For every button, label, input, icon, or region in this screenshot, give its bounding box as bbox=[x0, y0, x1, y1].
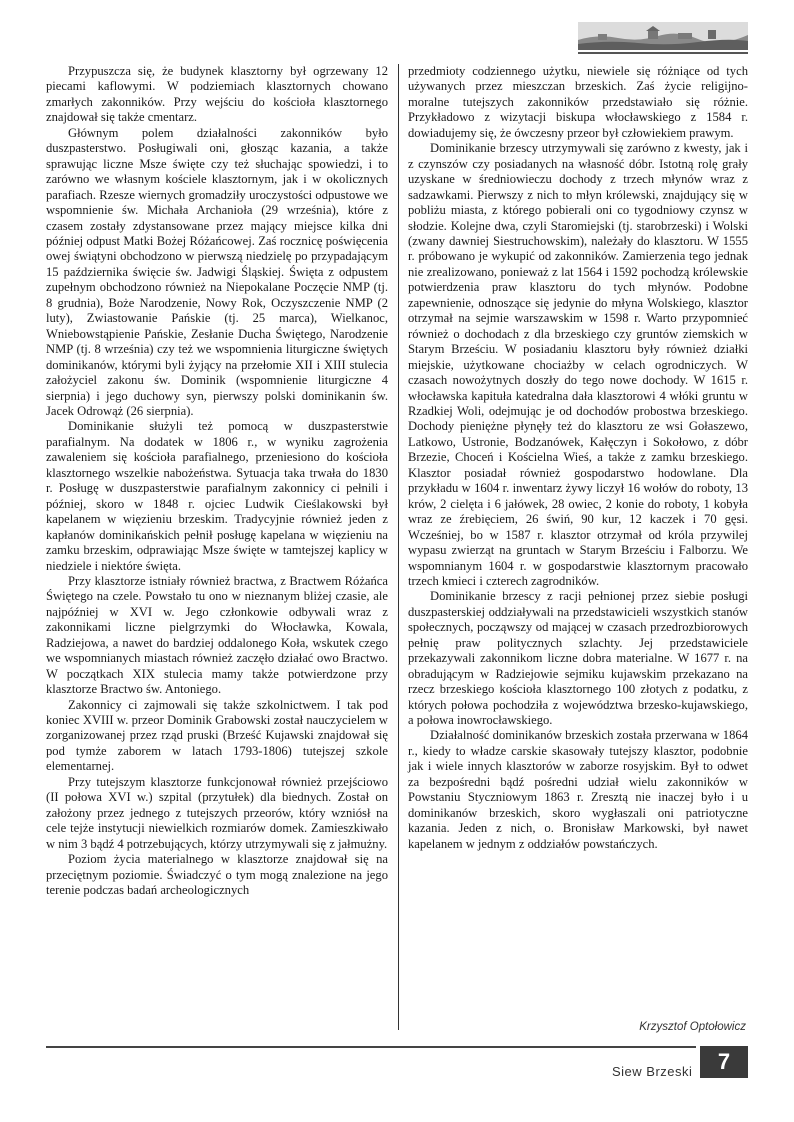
header-rule bbox=[578, 52, 748, 54]
paragraph: Poziom życia materialnego w klasztorze znajdował się na przeciętnym poziomie. Świadczyć o tym mogą znalezione na jego terenie podczas badań archeologicznych bbox=[46, 852, 388, 898]
paragraph: Głównym polem działalności zakonników było duszpasterstwo. Posługiwali oni, głosząc kazania, a także sprawując liczne Msze święte czy też słuchając spowiedzi, i to zarówno we własnym kościele klasztornym, jak i w okolicznych parafiach. Rzesze wiernych gromadziły uroczystości odpustowe we wspomnienie św. Michała Archanioła (29 września), które z czasem zostały zdystansowane przez mający miejsce kilka dni później odpust Matki Bożej Różańcowej. Zaś rocznicę poświęcenia owej świątyni obchodzono w pierwszą niedzielę po przypadającym 15 października święcie św. Jadwigi Śląskiej. Święta z odpustem zupełnym obchodzono również na Niepokalane Poczęcie NMP (tj. 8 grudnia), Boże Narodzenie, Nowy Rok, Oczyszczenie NMP (2 luty), Zwiastowanie Pańskie (tj. 25 marca), Wielkanoc, Wniebowstąpienie Pańskie, Zesłanie Ducha Świętego, Narodzenie NMP (tj. 8 września) czy też we wspomnienia liturgiczne świętych dominikanów, którymi byli żyjący na przełomie XII i XIII stulecia założyciel zakonu św. Dominik (wspomnienie liturgiczne 4 sierpnia) i jego duchowy syn, pierwszy polski dominikanin św. Jacek Odrowąż (26 sierpnia). bbox=[46, 125, 388, 418]
page-number-box bbox=[700, 1046, 748, 1078]
page-number: 7 bbox=[717, 1049, 731, 1074]
paragraph: Dominikanie brzescy z racji pełnionej przez siebie posługi duszpasterskiej oddziaływali na przedstawicieli wszystkich stanów społecznych, począwszy od mającej w czasach przedrozbiorowych pełnię praw politycznych szlachty. Jej przedstawiciele przekazywali zakonnikom liczne dobra materialne. W 1677 r. na obradującym w Radziejowie sejmiku kujawskim przekazano na rzecz brzeskiego kościoła klasztornego 100 złotych z podatku, z których połowa pochodziła z województwa brzesko-kujawskiego, a połowa inowrocławskiego. bbox=[408, 589, 748, 728]
paragraph: Dominikanie brzescy utrzymywali się zarówno z kwesty, jak i z czynszów czy posiadanych na własność dóbr. Istotną rolę grały uzyskane w średniowieczu dochody z trzech młynów wraz z sadzawkami. Pierwszy z nich to młyn królewski, znajdujący się w pobliżu miasta, z którego pobierali oni co tygodniowy czynsz w słodzie. Kolejne dwa, czyli Staromiejski (tj. starobrzeski) i Wolski (zwany dawniej Siestruchowskim), należały do klasztoru. W 1555 r. próbowano je wykupić od zakonników. Zamierzenia tego jednak nie zrealizowano, ponieważ z lat 1564 i 1592 pochodzą królewskie potwierdzenia praw klasztoru do tych młynów. Podobne zapewnienie, odnoszące się jedynie do młyna Wolskiego, klasztor otrzymał na sejmie warszawskim w 1598 r. Warto przypomnieć również o dochodach z dla brzeskiego czy gruntów ziemskich w Starym Brześciu. W posiadaniu klasztoru były również działki miejskie, użytkowane chociażby w celach ogrodniczych. W czasach nowożytnych doszły do tego nowe dochody. W 1615 r. włocławska kapituła katedralna dała klasztorowi 4 włóki gruntu w Rzadkiej Woli, odejmując je od dochodów probostwa brzeskiego. Dochody pieniężne płynęły też do klasztoru ze wsi Gołaszewo, Latkowo, Ustronie, Bodzanówek, Kałęczyn i Sokołowo, z dóbr Brzezie, Choceń i Kościelna Wieś, a także z zamku brzeskiego. Klasztor posiadał również gospodarstwo hodowlane. Dla przykładu w 1604 r. inwentarz żywy liczył 16 wołów do roboty, 13 krów, 2 cielęta i 6 jałówek, 28 owiec, 2 konie do roboty, 1 kobyła wraz ze źrebięciem, 26 świń, 90 kur, 12 kaczek i 70 gęsi. Wcześniej, bo w 1587 r. klasztor otrzymał od króla przywilej wypasu zwierząt na gruntach w Starym Brześciu i Falborzu. We wspomnianym 1604 r. w gospodarstwie klasztornym pracowało trzech kmieci i czterech zagrodników. bbox=[408, 141, 748, 588]
publication-title: Siew Brzeski bbox=[612, 1064, 693, 1079]
footer-rule bbox=[46, 1046, 696, 1048]
author-signature: Krzysztof Optołowicz bbox=[639, 1021, 746, 1033]
paragraph: Przy klasztorze istniały również bractwa, z Bractwem Różańca Świętego na czele. Powstało tu ono w nieznanym bliżej czasie, ale najpóźniej w XVI w. Jego członkowie odbywali wraz z zakonnikami liczne pielgrzymki do Włocławka, Kowala, Radziejowa, a nawet do bardziej oddalonego Koła, wskutek czego we wspomnianych miastach również zaczęło działać owo Bractwo. W początkach XIX stulecia mamy także potwierdzone przy klasztorze Bractwo św. Antoniego. bbox=[46, 573, 388, 697]
paragraph: Dominikanie służyli też pomocą w duszpasterstwie parafialnym. Na dodatek w 1806 r., w wyniku zagrożenia zawaleniem się kościoła parafialnego, przeniesiono do kościoła klasztornego wszelkie nabożeństwa. Sytuacja taka trwała do 1830 r. Posługę w duszpasterstwie parafialnym zakonnicy ci pełnili i później, skoro w 1848 r. ojciec Ludwik Cieślakowski był kapelanem w więzieniu brzeskim. Tradycyjnie również jeden z kapłanów dominikańskich pełnił posługę kapelana w więzieniu na zamku brzeskim, odprawiając Msze święte w tamtejszej kaplicy w niedziele i niektóre święta. bbox=[46, 419, 388, 573]
right-column bbox=[408, 64, 748, 852]
paragraph: Działalność dominikanów brzeskich została przerwana w 1864 r., kiedy to władze carskie skasowały tutejszy klasztor, podobnie jak i wiele innych klasztorów w zaborze rosyjskim. Był to odwet za bezpośredni bądź pośredni udział wielu zakonników w Powstaniu Styczniowym 1863 r. Zresztą nie inaczej było i u dominikanów brzeskich, skoro wygłaszali oni patriotyczne kazania. Jeden z nich, o. Bronisław Markowski, był nawet kapelanem w jednym z oddziałów powstańczych. bbox=[408, 728, 748, 851]
header-photo bbox=[578, 22, 748, 50]
paragraph: Zakonnicy ci zajmowali się także szkolnictwem. I tak pod koniec XVIII w. przeor Dominik Grabowski został nauczycielem w zorganizowanej przez rząd pruski (Brześć Kujawski znajdował się pod tymże zaborem w latach 1793-1806) tutejszej szkole elementarnej. bbox=[46, 697, 388, 774]
paragraph: Przy tutejszym klasztorze funkcjonował również przejściowo (II połowa XVI w.) szpital (przytułek) dla biednych. Został on założony przez jednego z tutejszych przeorów, który wzniósł na cele tejże instytucji niewielkich rozmiarów domek. Zamieszkiwało w nim 3 bądź 4 potrzebujących, którzy utrzymywali się z jałmużny. bbox=[46, 774, 388, 851]
column-divider bbox=[398, 64, 399, 1030]
paragraph: przedmioty codziennego użytku, niewiele się różniące od tych używanych przez mieszczan brzeskich. Zaś życie religijno-moralne tutejszych zakonników przedstawiało się różnie. Przykładowo z wizytacji biskupa włocławskiego z 1584 r. dowiadujemy się, że ówczesny przeor był człowiekiem prawym. bbox=[408, 64, 748, 140]
left-column bbox=[46, 64, 388, 898]
paragraph: Przypuszcza się, że budynek klasztorny był ogrzewany 12 piecami kaflowymi. W podziemiach klasztornych chowano zmarłych zakonników. Przy wejściu do kościoła klasztornego znajdował się także cmentarz. bbox=[46, 64, 388, 125]
